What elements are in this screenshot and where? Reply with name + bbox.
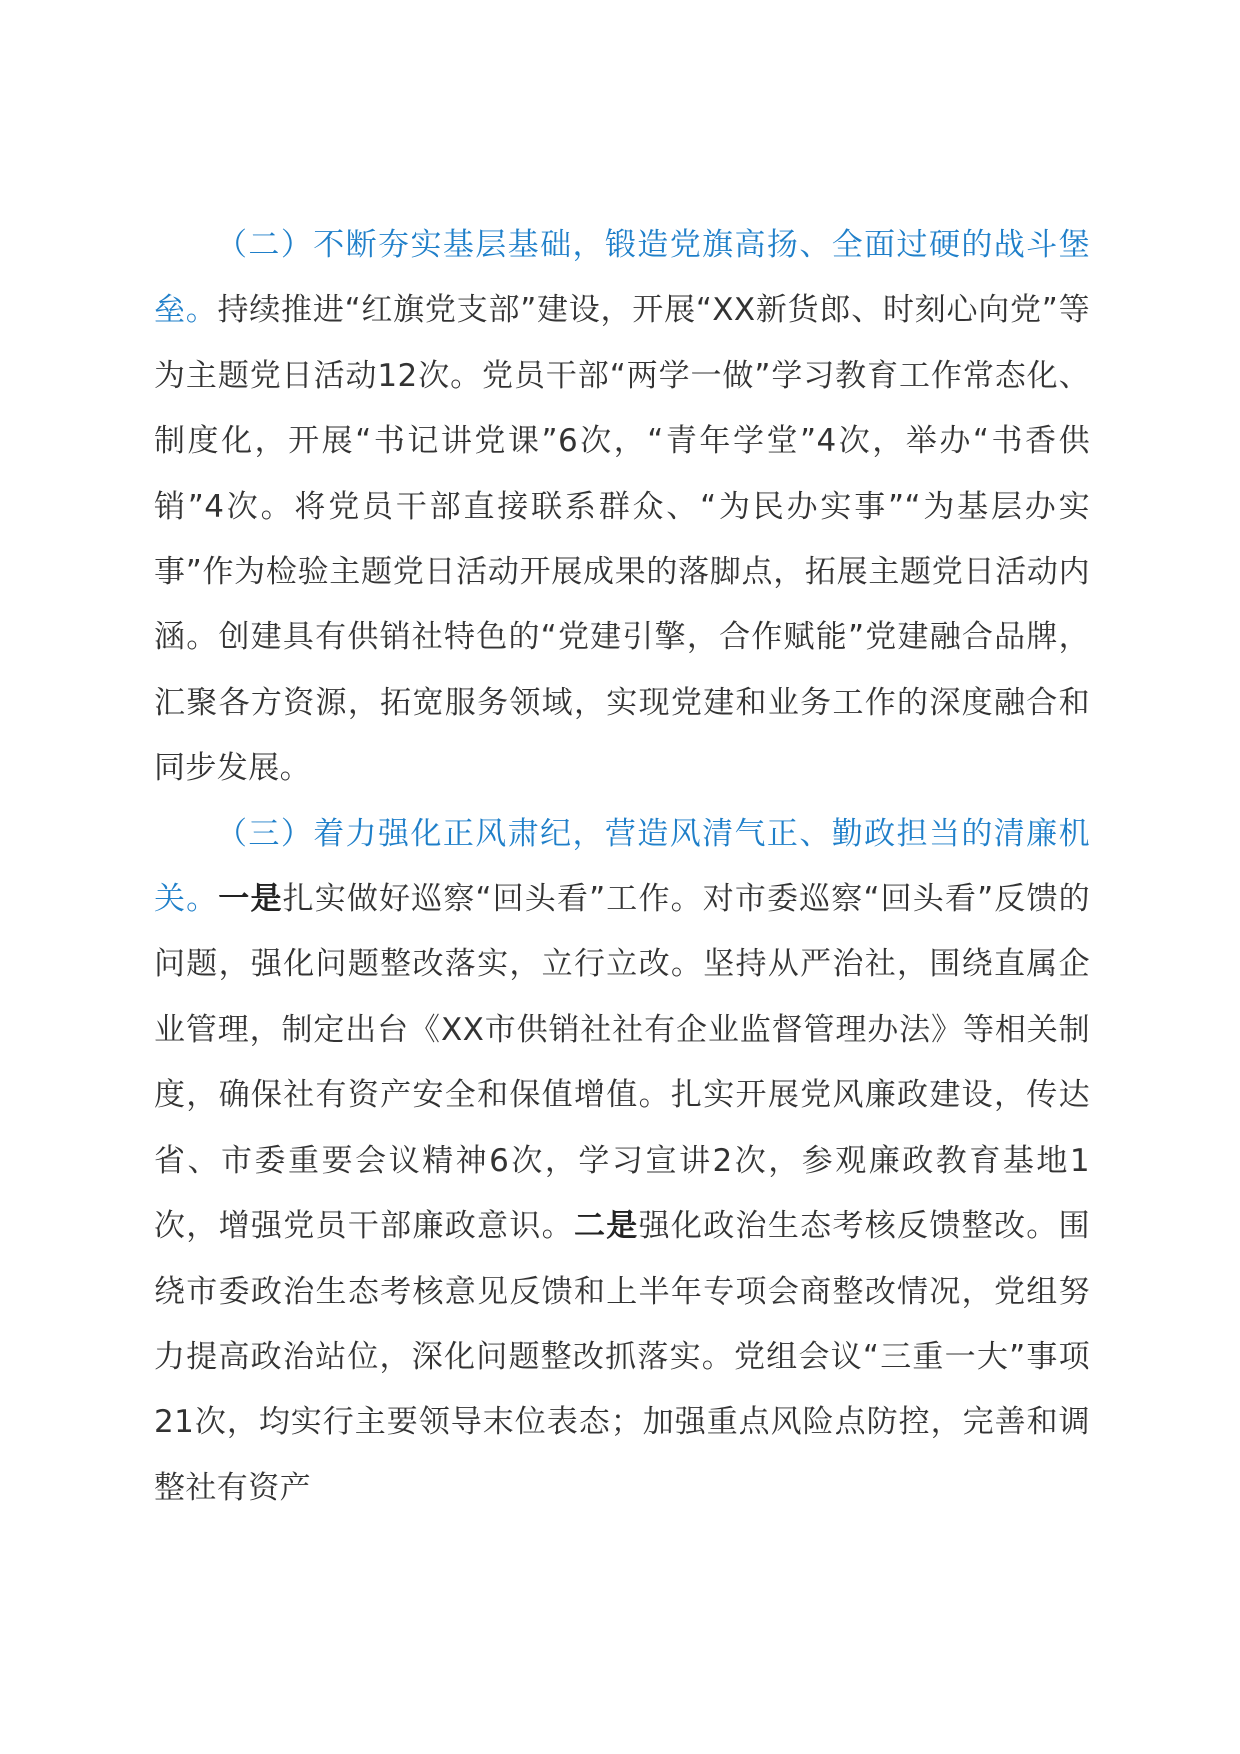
section-2-heading: （二）不断夯实基层基础，锻造党旗高扬、全面过硬的战斗堡垒。: [154, 227, 1090, 329]
document-body: [154, 213, 1090, 1521]
point-one-body: 扎实做好巡察“回头看”工作。对市委巡察“回头看”反馈的问题，强化问题整改落实，立行立改。坚持从严治社，围绕直属企业管理，制定出台《XX市供销社社有企业监督管理办法》等相关制度，确保社有资产安全和保值增值。扎实开展党风廉政建设，传达省、市委重要会议精神6次，学习宣讲2次，参观廉政教育基地1次，增强党员干部廉政意识。: [154, 881, 1090, 1245]
point-two-marker: 二是: [573, 1208, 639, 1245]
paragraph-section-2: [154, 213, 1090, 802]
section-3-heading: （三）着力强化正风肃纪，营造风清气正、勤政担当的清廉机关。: [154, 815, 1090, 918]
paragraph-section-3: [154, 802, 1090, 1521]
point-two-body: 强化政治生态考核反馈整改。围绕市委政治生态考核意见反馈和上半年专项会商整改情况，党组努力提高政治站位，深化问题整改抓落实。党组会议“三重一大”事项21次，均实行主要领导末位表态；加强重点风险点防控，完善和调整社有资产: [154, 1208, 1090, 1506]
section-2-body: 持续推进“红旗党支部”建设，开展“XX新货郎、时刻心向党”等为主题党日活动12次。党员干部“两学一做”学习教育工作常态化、制度化，开展“书记讲党课”6次，“青年学堂”4次，举办“书香供销”4次。将党员干部直接联系群众、“为民办实事”“为基层办实事”作为检验主题党日活动开展成果的落脚点，拓展主题党日活动内涵。创建具有供销社特色的“党建引擎，合作赋能”党建融合品牌，汇聚各方资源，拓宽服务领域，实现党建和业务工作的深度融合和同步发展。: [154, 292, 1090, 787]
point-one-marker: 一是: [218, 881, 283, 918]
